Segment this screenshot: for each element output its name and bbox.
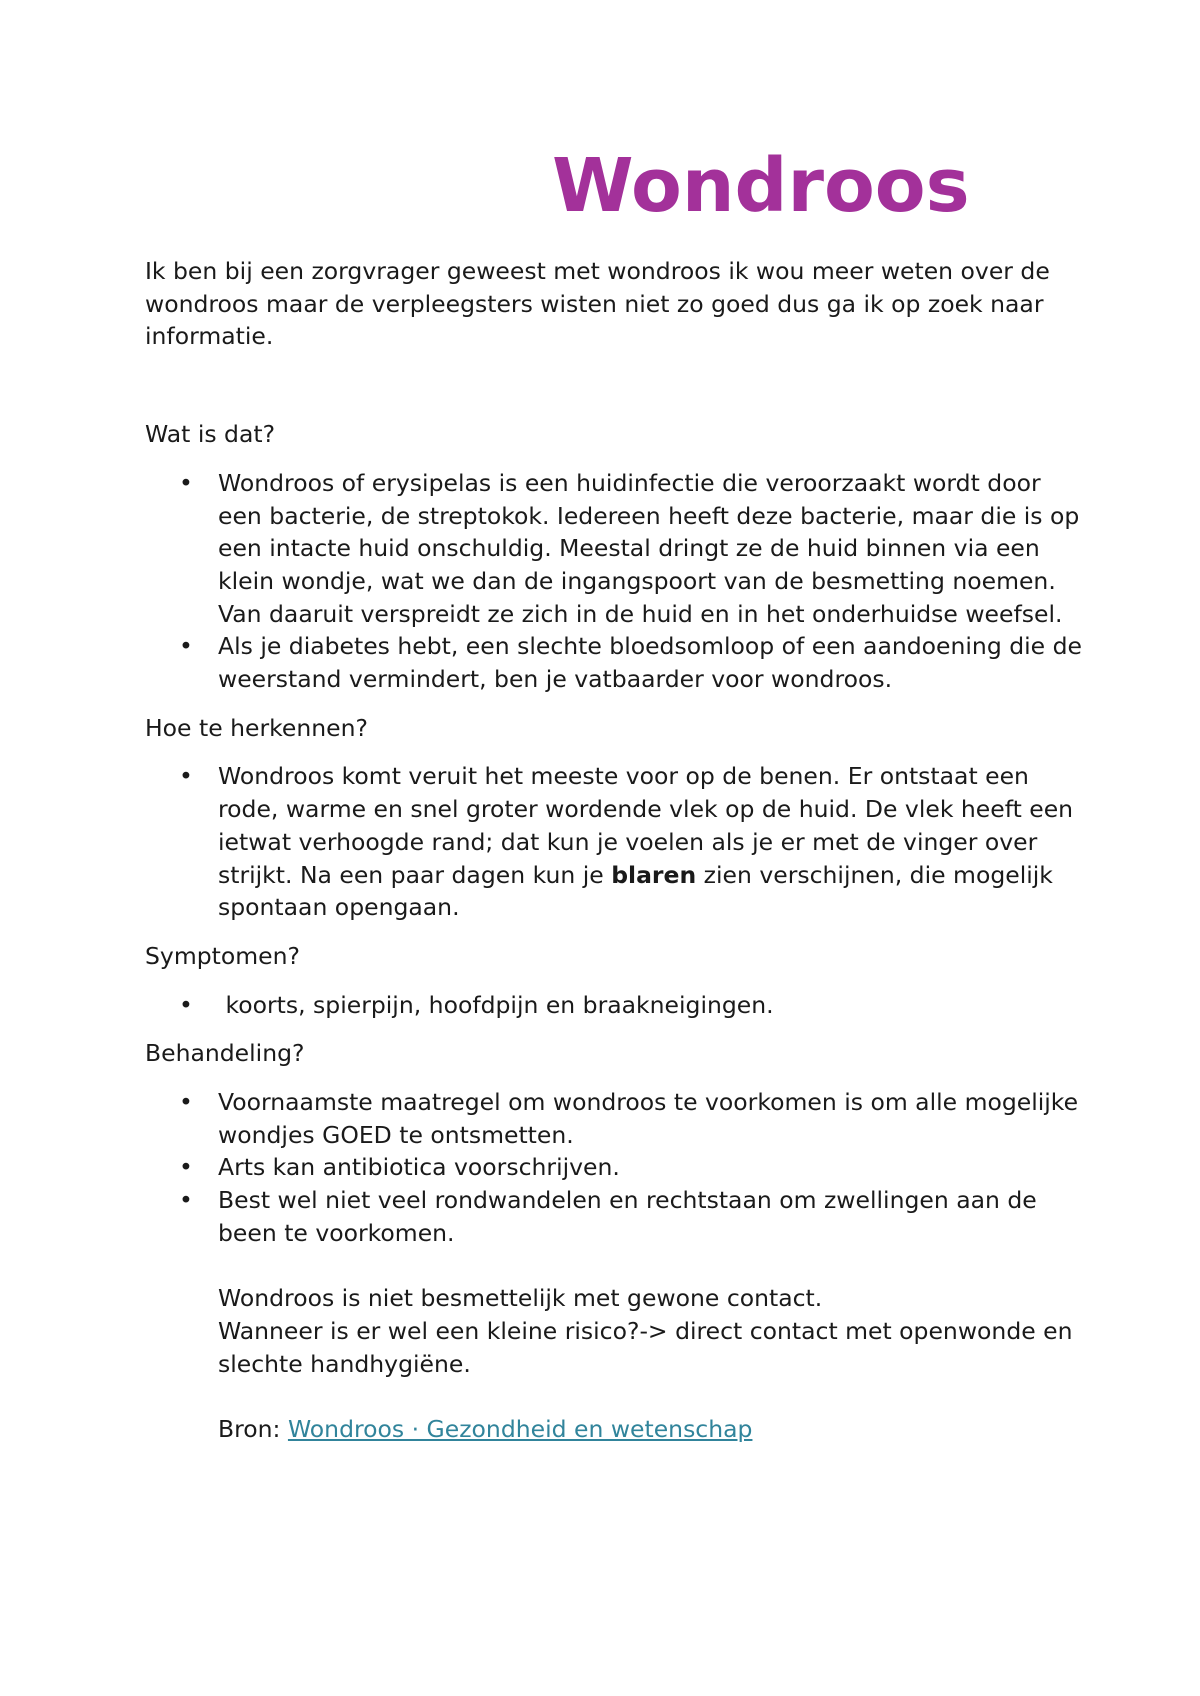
section-heading-what: Wat is dat? [145, 420, 276, 449]
list-item-text: Voornaamste maatregel om wondroos te voorkomen is om alle mogelijke wondjes GOED te ontsmetten. [218, 1088, 1079, 1149]
list-item-text-start: Wondroos komt veruit het meeste voor op de benen. Er ontstaat een rode, warme en snel groter wordende vlek op de huid. De vlek heeft een ietwat verhoogde rand; dat kun je voelen als je er met de vinger over strijkt. Na een paar dagen kun je [218, 762, 1074, 889]
list-item [145, 1184, 1085, 1249]
section-heading-treatment: Behandeling? [145, 1039, 305, 1068]
list-item-text: Arts kan antibiotica voorschrijven. [218, 1153, 620, 1182]
list-item-text: Best wel niet veel rondwandelen en rechtstaan om zwellingen aan de been te voorkomen. [218, 1186, 1037, 1247]
list-item [145, 1086, 1085, 1151]
section-heading-recognize: Hoe te herkennen? [145, 713, 368, 742]
note-line: Wanneer is er wel een kleine risico?-> direct contact met openwonde en slechte handhygiëne. [218, 1316, 1073, 1378]
bullet-list-what [145, 467, 1085, 696]
source-label: Bron: [218, 1415, 288, 1444]
bullet-list-treatment [145, 1086, 1085, 1250]
bullet-list-recognize [145, 760, 1085, 924]
document-title: Wondroos [552, 143, 970, 229]
note-line: Wondroos is niet besmettelijk met gewone contact. [218, 1284, 823, 1313]
bullet-icon: • [179, 632, 193, 661]
document-body [145, 255, 1085, 1469]
bullet-icon: • [179, 1186, 193, 1215]
list-item [145, 467, 1085, 631]
list-item [145, 760, 1085, 924]
list-item-text: Wondroos of erysipelas is een huidinfectie die veroorzaakt wordt door een bacterie, de streptokok. Iedereen heeft deze bacterie, maar die is op een intacte huid onschuldig. Meestal dringt ze de huid binnen via een klein wondje, wat we dan de ingangspoort van de besmetting noemen. Van daaruit verspreidt ze zich in de huid en in het onderhuidse weefsel. [218, 468, 1080, 628]
source-link[interactable]: Wondroos · Gezondheid en wetenschap [287, 1415, 753, 1444]
bullet-icon: • [179, 990, 193, 1019]
section-heading-symptoms: Symptomen? [145, 941, 300, 970]
bullet-icon: • [179, 1153, 193, 1182]
list-item-text: koorts, spierpijn, hoofdpijn en braakneigingen. [218, 990, 774, 1019]
bullet-icon: • [179, 762, 193, 791]
list-item-text-end: zien verschijnen, die mogelijk spontaan opengaan. [218, 860, 1053, 922]
source-line [145, 1413, 1085, 1446]
contagion-notes [145, 1282, 1085, 1380]
intro-paragraph: Ik ben bij een zorgvrager geweest met wondroos ik wou meer weten over de wondroos maar de verpleegsters wisten niet zo goed dus ga ik op zoek naar informatie. [145, 257, 1050, 351]
list-item [145, 630, 1085, 695]
list-item [145, 989, 1085, 1022]
list-item-text: Als je diabetes hebt, een slechte bloedsomloop of een aandoening die de weerstand vermindert, ben je vatbaarder voor wondroos. [218, 632, 1082, 694]
bullet-list-symptoms [145, 989, 1085, 1022]
list-item [145, 1151, 1085, 1184]
bullet-icon: • [179, 468, 193, 497]
bullet-icon: • [179, 1088, 193, 1117]
bold-term: blaren [611, 860, 697, 889]
